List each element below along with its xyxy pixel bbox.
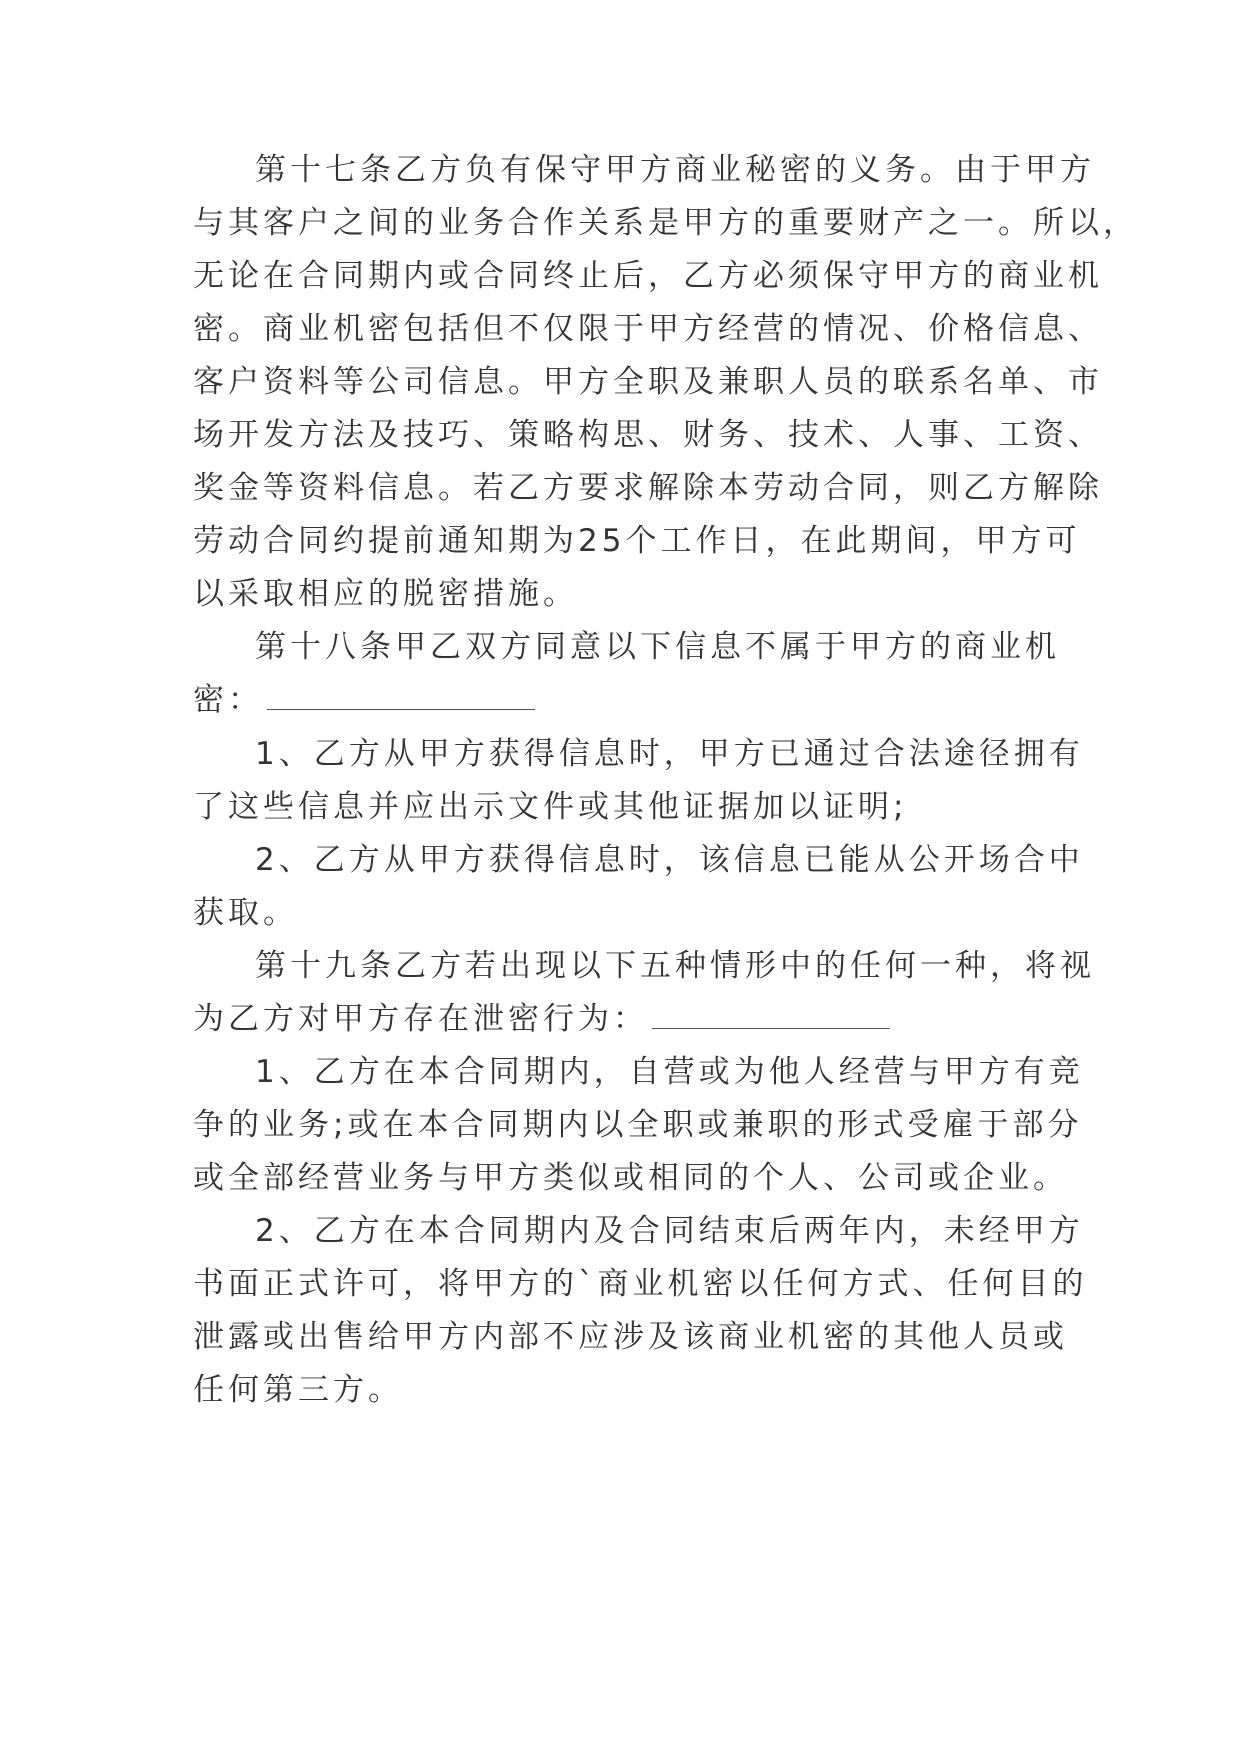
text-line: 争的业务;或在本合同期内以全职或兼职的形式受雇于部分 [193,1107,1083,1143]
text-line: 书面正式许可，将甲方的`商业机密以任何方式、任何目的 [193,1266,1088,1302]
text-line: 2、乙方从甲方获得信息时，该信息已能从公开场合中 [255,842,1084,878]
text-line-with-blank [193,680,535,720]
text-line: 第十八条甲乙双方同意以下信息不属于甲方的商业机 [255,629,1060,665]
text-line: 获取。 [193,895,298,931]
text-line: 第十七条乙方负有保守甲方商业秘密的义务。由于甲方 [255,152,1095,188]
fill-in-blank [652,1004,890,1029]
text-line: 2、乙方在本合同期内及合同结束后两年内，未经甲方 [255,1213,1084,1249]
text-line: 任何第三方。 [193,1372,403,1408]
text-line: 以采取相应的脱密措施。 [193,576,578,612]
text-line: 奖金等资料信息。若乙方要求解除本劳动合同，则乙方解除 [193,470,1103,506]
text-line: 泄露或出售给甲方内部不应涉及该商业机密的其他人员或 [193,1319,1068,1355]
text-line: 1、乙方在本合同期内，自营或为他人经营与甲方有竞 [255,1054,1084,1090]
text-segment: 密： [193,682,263,718]
text-line: 客户资料等公司信息。甲方全职及兼职人员的联系名单、市 [193,364,1103,400]
text-line-with-blank [193,999,890,1039]
text-line: 或全部经营业务与甲方类似或相同的个人、公司或企业。 [193,1160,1068,1196]
text-line: 与其客户之间的业务合作关系是甲方的重要财产之一。所以， [193,205,1138,241]
text-line: 了这些信息并应出示文件或其他证据加以证明; [193,789,908,825]
text-line: 第十九条乙方若出现以下五种情形中的任何一种，将视 [255,948,1095,984]
fill-in-blank [267,685,535,710]
text-line: 密。商业机密包括但不仅限于甲方经营的情况、价格信息、 [193,311,1103,347]
text-segment: 为乙方对甲方存在泄密行为： [193,1001,648,1037]
text-line: 1、乙方从甲方获得信息时，甲方已通过合法途径拥有 [255,736,1084,772]
text-line: 无论在合同期内或合同终止后，乙方必须保守甲方的商业机 [193,258,1103,294]
text-line: 劳动合同约提前通知期为25个工作日，在此期间，甲方可 [193,523,1081,559]
text-line: 场开发方法及技巧、策略构思、财务、技术、人事、工资、 [193,417,1103,453]
